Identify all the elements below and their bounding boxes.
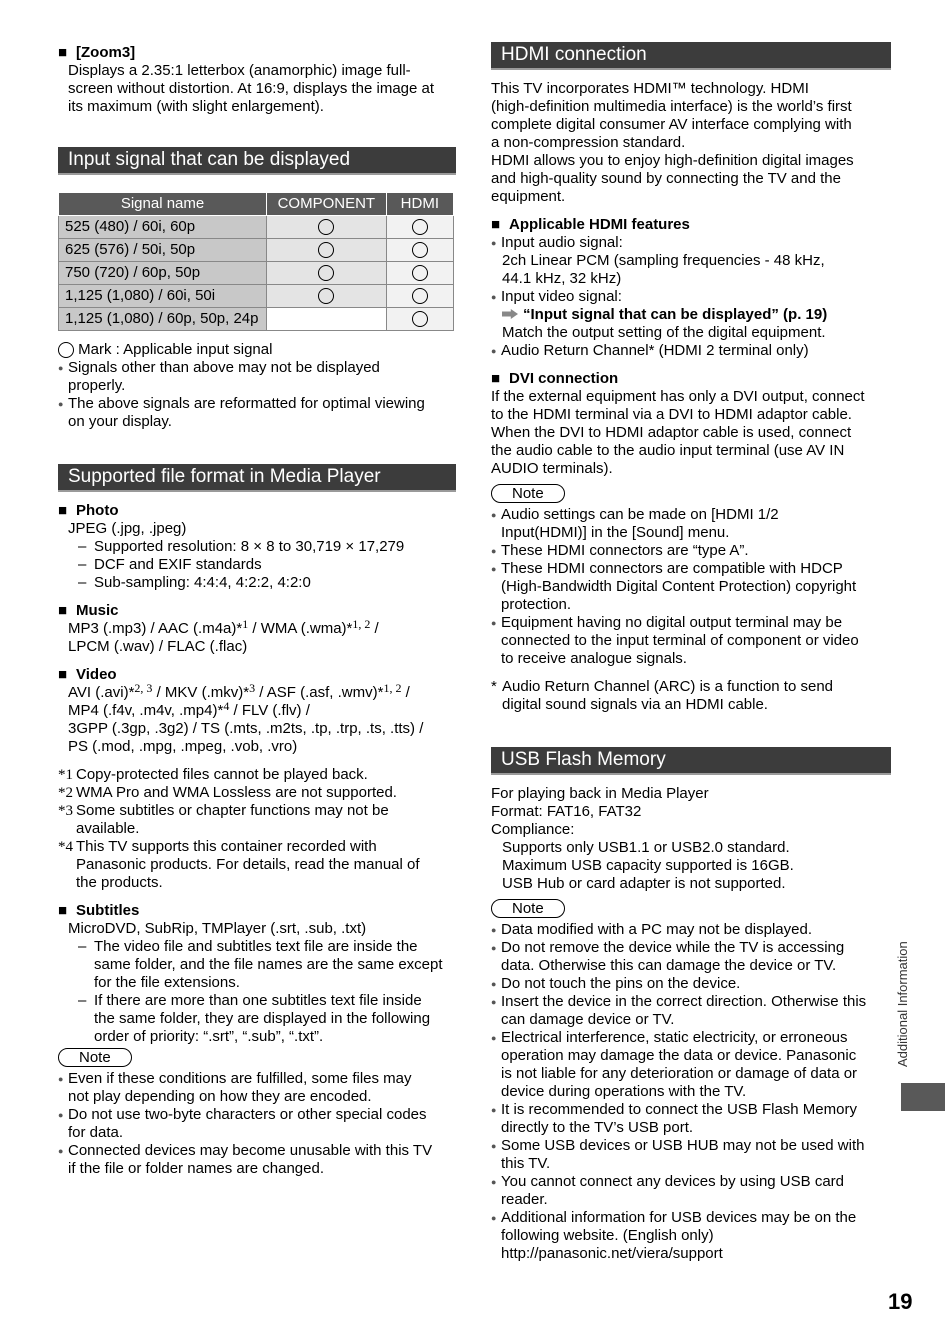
circle-mark-icon [318,242,334,258]
hdmi-support-cell [386,285,453,308]
list-item: ● Equipment having no digital output terminal may be connected to the input terminal of component or video to receive analogue signals. [491,614,891,668]
hdmi-support-cell [386,216,453,239]
section-side-label: Additional Information [895,941,910,1067]
note-label: Note [58,1048,132,1067]
component-support-cell [267,262,387,285]
hdmi-support-cell [386,308,453,331]
list-item: ● The above signals are reformatted for optimal viewing on your display. [58,395,456,431]
hdmi-intro: This TV incorporates HDMI™ technology. HDMI (high-definition multimedia interface) is the world’s first complete digital consumer AV interface complying with a non-compression standard. HDMI allows you to enjoy high-definition digital images and high-quality sound by connecting the TV and the equipment. [491,80,854,205]
column-header: COMPONENT [267,193,387,216]
dvi-heading: ■ DVI connection [491,370,891,388]
left-column [58,44,456,1178]
hdmi-title: HDMI connection [491,42,891,70]
column-header: Signal name [59,193,267,216]
list-item: ● Do not touch the pins on the device. [491,975,891,993]
note-label: Note [491,484,565,503]
signal-name-cell: 1,125 (1,080) / 60i, 50i [59,285,267,308]
list-item: ● Electrical interference, static electricity, or erroneous operation may damage the data or device. Panasonic is not liable for any deterioration or damage of data or device during operations with the TV. [491,1029,891,1101]
circle-mark-icon [318,288,334,304]
list-item: ● It is recommended to connect the USB Flash Memory directly to the TV’s USB port. [491,1101,891,1137]
list-item: ● These HDMI connectors are compatible with HDCP (High-Bandwidth Digital Content Protection) copyright protection. [491,560,891,614]
list-item: ● Do not remove the device while the TV is accessing data. Otherwise this can damage the device or TV. [491,939,891,975]
component-support-cell [267,216,387,239]
list-item: ● Additional information for USB devices may be on the following website. (English only) http://panasonic.net/viera/support [491,1209,891,1263]
hdmi-features-heading: ■ Applicable HDMI features [491,216,891,234]
video-formats: AVI (.avi)*$^{2, 3}$ / MKV (.mkv)*$^3$ / ASF (.asf, .wmv)*$^{1, 2}$ / MP4 (.f4v, .m4v, .mp4)*$^4$ / FLV (.flv) / 3GPP (.3gp, .3g2) / TS (.mts, .m2ts, .tp, .trp, .ts, .tts) / PS (.mod, .mpg, .mpeg, .vob, .vro) [68,681,424,755]
component-support-cell [267,308,387,331]
list-item: ● Input audio signal: [491,234,891,252]
column-header: HDMI [386,193,453,216]
list-item: ● Do not use two-byte characters or other special codes for data. [58,1106,456,1142]
circle-mark-icon [412,219,428,235]
page-number: 19 [888,1289,913,1314]
list-item: ● Data modified with a PC may not be displayed. [491,921,891,939]
dvi-text: If the external equipment has only a DVI output, connect to the HDMI terminal via a DVI to HDMI adaptor cable. When the DVI to HDMI adaptor cable is used, connect the audio cable to the audio input terminal (use AV IN AUDIO terminals). [491,388,865,477]
signal-name-cell: 625 (576) / 50i, 50p [59,239,267,262]
subtitles-format: MicroDVD, SubRip, TMPlayer (.srt, .sub, .txt) [68,920,367,937]
hdmi-support-cell [386,262,453,285]
list-item: ● Audio Return Channel* (HDMI 2 terminal only) [491,342,891,360]
video-heading: ■ Video [58,666,456,684]
music-heading: ■ Music [58,602,456,620]
circle-mark-icon [412,242,428,258]
table-row [59,216,454,239]
footnote: *4 This TV supports this container recorded with Panasonic products. For details, read the manual of the products. [58,838,420,891]
list-item: – Sub-sampling: 4:4:4, 4:2:2, 4:2:0 [68,574,456,592]
signal-name-cell: 1,125 (1,080) / 60p, 50p, 24p [59,308,267,331]
circle-mark-icon [412,311,428,327]
list-item: ● Connected devices may become unusable with this TV if the file or folder names are changed. [58,1142,456,1178]
list-item: ● Signals other than above may not be displayed properly. [58,359,456,395]
input-signal-title: Input signal that can be displayed [58,147,456,175]
list-item: ● Even if these conditions are fulfilled, some files may not play depending on how they are encoded. [58,1070,456,1106]
list-item: ● These HDMI connectors are “type A”. [491,542,891,560]
arrow-right-icon [502,309,518,319]
right-column: HDMI connection This TV incorporates HDMI™ technology. HDMI (high-definition multimedia interface) is the world’s first complete digital consumer AV interface complying with a non-compression standard. HDMI allows you to enjoy high-definition digital images and high-quality sound by connecting the TV and the equipment. ■ Applicable HDMI features ● Input audio signal: 2ch Linear PCM (sampling frequencies - 48 kHz, 44.1 kHz, 32 kHz) ● Input video signal: “Input signal that can be displayed” (p. 19) Match the output setting of the digital equipment. ● Audio Return Channel* (HDMI 2 terminal only) ■ DVI connection If the external equipment has only a DVI output, connect to the HDMI terminal via a DVI to HDMI adaptor cable. When the DVI to HDMI adaptor cable is used, connect the audio cable to the audio input terminal (use AV IN AUDIO terminals). Note ● Audio settings can be made on [HDMI 1/2 Input(HDMI)] in the [Sound] menu. ● These HDMI connectors are “type A”. ● These HDMI connectors are compatible with HDCP (High-Bandwidth Digital Content Protection) copyright protection. ● Equipment having no digital output terminal may be connected to the input terminal of component or video to receive analogue signals. * Audio Return Channel (ARC) is a function to send digital sound signals via an HDMI cable. USB Flash Memory For playing back in Media Player Format: FAT16, FAT32 Compliance: Supports only USB1.1 or USB2.0 standard. Maximum USB capacity supported is 16GB. USB Hub or card adapter is not supported. Note ● Data modified with a PC may not be displayed. ● Do not remove the device while the TV is accessing data. Otherwise this can damage the device or TV. ● Do not touch the pins on the device. ● Insert the device in the correct direction. Otherwise this can damage device or TV. ● Electrical interference, static electricity, or erroneous operation may damage the data or device. Panasonic is not liable for any deterioration or damage of data or device during operations with the TV. ● It is recommended to connect the USB Flash Memory directly to the TV’s USB port. ● Some USB devices or USB HUB may not be used with this TV. ● You cannot connect any devices by using USB card reader. ● Additional information for USB devices may be on the following website. (English only) http://panasonic.net/viera/support [491,42,891,1263]
list-item: ● You cannot connect any devices by using USB card reader. [491,1173,891,1209]
footnote: *1 Copy-protected files cannot be played back. [58,766,368,783]
signal-name-cell: 525 (480) / 60i, 60p [59,216,267,239]
photo-heading: ■ Photo [58,502,456,520]
footnote: *2 WMA Pro and WMA Lossless are not supported. [58,784,397,801]
circle-mark-icon [58,342,74,358]
signal-name-cell: 750 (720) / 60p, 50p [59,262,267,285]
footnotes [58,766,456,892]
usb-intro: For playing back in Media Player Format: FAT16, FAT32 Compliance: Supports only USB1.1 or USB2.0 standard. Maximum USB capacity supported is 16GB. USB Hub or card adapter is not supported. [491,785,794,892]
component-support-cell [267,239,387,262]
reference-link: “Input signal that can be displayed” (p. 19) [491,306,891,324]
circle-mark-icon [318,219,334,235]
table-header-row [59,193,454,216]
music-formats: MP3 (.mp3) / AAC (.m4a)*$^1$ / WMA (.wma)*$^{1, 2}$ / LPCM (.wav) / FLAC (.flac) [68,617,379,655]
list-item: – If there are more than one subtitles text file inside the same folder, they are displayed in the following order of priority: “.srt”, “.sub”, “.txt”. [68,992,456,1046]
list-item: ● Audio settings can be made on [HDMI 1/2 Input(HDMI)] in the [Sound] menu. [491,506,891,542]
input-signal-table [58,192,454,331]
circle-mark-icon [412,288,428,304]
list-item: – The video file and subtitles text file are inside the same folder, and the file names are the same except for the file extensions. [68,938,456,992]
table-row [59,308,454,331]
usb-title: USB Flash Memory [491,747,891,775]
arc-footnote: * Audio Return Channel (ARC) is a function to send digital sound signals via an HDMI cable. [491,678,834,713]
footnote: *3 Some subtitles or chapter functions may not be available. [58,802,389,837]
hdmi-support-cell [386,239,453,262]
table-row [59,285,454,308]
list-item: ● Some USB devices or USB HUB may not be used with this TV. [491,1137,891,1173]
zoom3-text: Displays a 2.35:1 letterbox (anamorphic) image full- screen without distortion. At 16:9, displays the image at its maximum (with slight enlargement). [68,62,435,115]
circle-mark-icon [318,265,334,281]
subtitles-heading: ■ Subtitles [58,902,456,920]
mark-legend: Mark : Applicable input signal [58,341,456,359]
note-label: Note [491,899,565,918]
component-support-cell [267,285,387,308]
circle-mark-icon [412,265,428,281]
list-item: ● Input video signal: [491,288,891,306]
zoom3-heading: ■ [Zoom3] [58,44,456,62]
media-player-title: Supported file format in Media Player [58,464,456,492]
list-item: – DCF and EXIF standards [68,556,456,574]
section-tab [901,1083,945,1111]
list-item: ● Insert the device in the correct direction. Otherwise this can damage device or TV. [491,993,891,1029]
photo-format: JPEG (.jpg, .jpeg) [68,520,187,537]
list-item: – Supported resolution: 8 × 8 to 30,719 × 17,279 [68,538,456,556]
table-row [59,262,454,285]
table-row [59,239,454,262]
